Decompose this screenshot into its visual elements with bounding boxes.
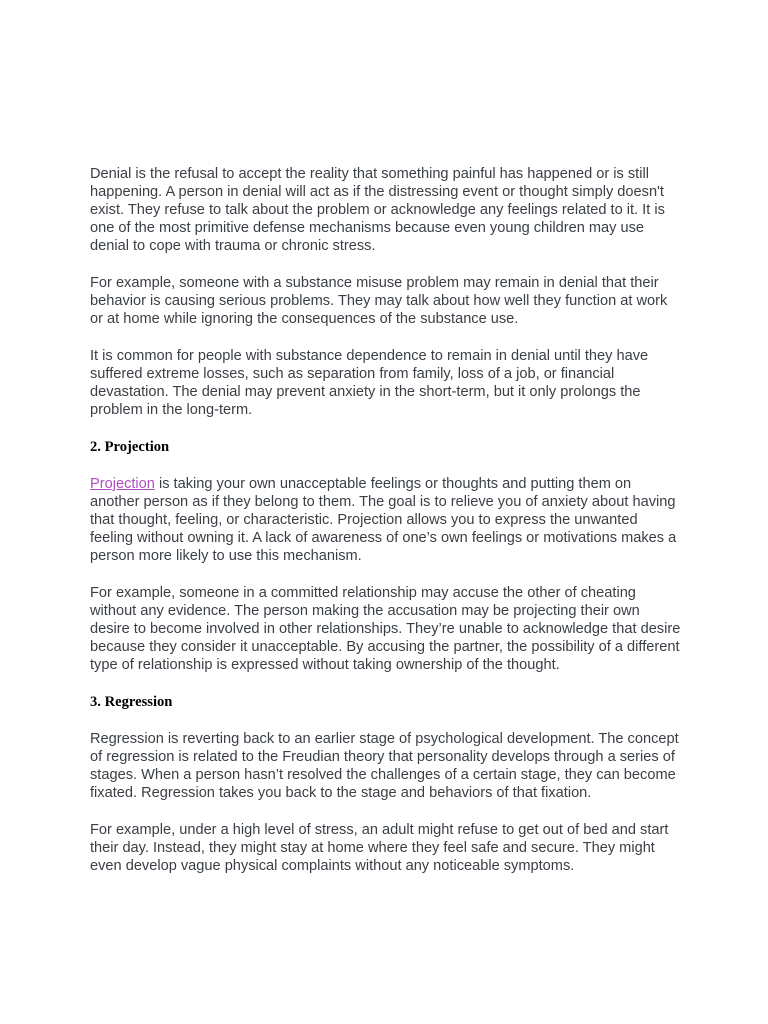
projection-example-paragraph: For example, someone in a committed relationship may accuse the other of cheating without any evidence. The person making the accusation may be projecting their own desire to become involved in other relationships. They’re unable to acknowledge that desire because they consider it unacceptable. By accusing the partner, the possibility of a different type of relationship is expressed without taking ownership of the thought.: [90, 585, 681, 673]
denial-paragraph-1: Denial is the refusal to accept the reality that something painful has happened or is still happening. A person in denial will act as if the distressing event or thought simply doesn't exist. They refuse to talk about the problem or acknowledge any feelings related to it. It is one of the most primitive defense mechanisms because even young children may use denial to cope with trauma or chronic stress.: [90, 166, 665, 254]
projection-heading: 2. Projection: [90, 439, 170, 455]
projection-intro-text: is taking your own unacceptable feelings or thoughts and putting them on another person as if they belong to them. The goal is to relieve you of anxiety about having that thought, feeling, or characteristic. Projection allows you to express the unwanted feeling without owning it. A lack of awareness of one’s own feelings or motivations makes a person more likely to use this mechanism.: [90, 476, 677, 564]
projection-intro-paragraph: [90, 475, 682, 565]
regression-heading: 3. Regression: [90, 694, 173, 710]
regression-paragraph-2: For example, under a high level of stress, an adult might refuse to get out of bed and start their day. Instead, they might stay at home where they feel safe and secure. They might even develop vague physical complaints without any noticeable symptoms.: [90, 822, 669, 874]
document-page: [90, 165, 682, 894]
regression-paragraph-1: Regression is reverting back to an earlier stage of psychological development. The concept of regression is related to the Freudian theory that personality develops through a series of stages. When a person hasn’t resolved the challenges of a certain stage, they can become fixated. Regression takes you back to the stage and behaviors of that fixation.: [90, 731, 679, 801]
denial-paragraph-3: It is common for people with substance dependence to remain in denial until they have suffered extreme losses, such as separation from family, loss of a job, or financial devastation. The denial may prevent anxiety in the short-term, but it only prolongs the problem in the long-term.: [90, 348, 649, 418]
denial-paragraph-2: For example, someone with a substance misuse problem may remain in denial that their behavior is causing serious problems. They may talk about how well they function at work or at home while ignoring the consequences of the substance use.: [90, 275, 668, 327]
projection-link[interactable]: Projection: [90, 476, 155, 492]
